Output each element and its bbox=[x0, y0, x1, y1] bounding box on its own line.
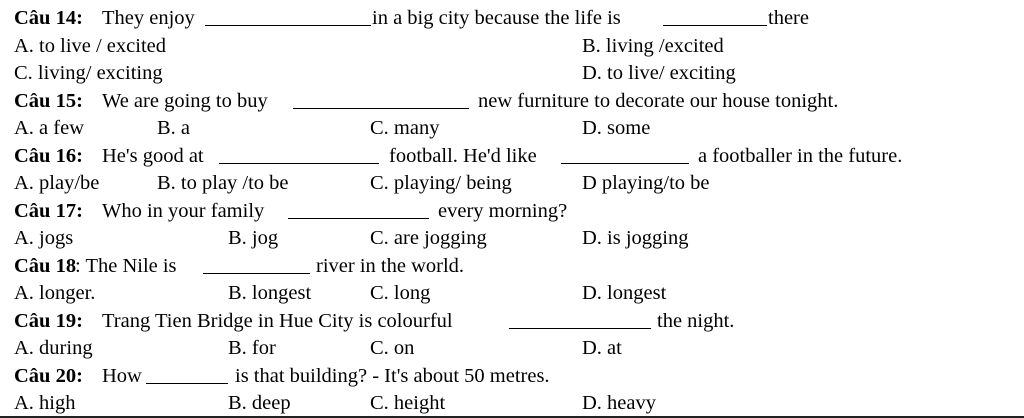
question-18 bbox=[14, 253, 1024, 280]
option-c[interactable]: C. living/ exciting bbox=[14, 62, 163, 84]
question-20 bbox=[14, 363, 1024, 390]
question-text: is that building? - It's about 50 metres. bbox=[235, 365, 550, 387]
answer-blank[interactable] bbox=[509, 328, 651, 329]
options-row bbox=[14, 225, 1024, 252]
question-text: a footballer in the future. bbox=[698, 145, 903, 167]
option-b[interactable]: B. for bbox=[228, 337, 276, 359]
option-a[interactable]: A. to live / excited bbox=[14, 35, 166, 57]
question-17 bbox=[14, 198, 1024, 225]
question-text: They enjoy bbox=[102, 7, 195, 29]
answer-blank[interactable] bbox=[146, 383, 228, 384]
question-text: the night. bbox=[657, 310, 735, 332]
question-text: football. He'd like bbox=[389, 145, 537, 167]
question-number: Câu 20: bbox=[14, 365, 83, 387]
options-row bbox=[14, 280, 1024, 307]
options-row bbox=[14, 335, 1024, 362]
option-a[interactable]: A. high bbox=[14, 392, 76, 414]
question-number: Câu 17: bbox=[14, 200, 83, 222]
option-c[interactable]: C. many bbox=[370, 117, 440, 139]
question-16 bbox=[14, 143, 1024, 170]
answer-blank[interactable] bbox=[293, 108, 469, 109]
answer-blank[interactable] bbox=[219, 163, 379, 164]
question-text: new furniture to decorate our house tonight. bbox=[478, 90, 839, 112]
options-row bbox=[14, 60, 1024, 87]
option-d[interactable]: D. at bbox=[582, 337, 622, 359]
top-crop-edge bbox=[0, 0, 1024, 3]
question-text: How bbox=[102, 365, 142, 387]
question-text: We are going to buy bbox=[102, 90, 268, 112]
question-19 bbox=[14, 308, 1024, 335]
answer-blank[interactable] bbox=[663, 25, 767, 26]
option-c[interactable]: C. height bbox=[370, 392, 446, 414]
question-text: : The Nile is bbox=[75, 255, 177, 277]
option-a[interactable]: A. a few bbox=[14, 117, 85, 139]
question-number: Câu 19: bbox=[14, 310, 83, 332]
option-d[interactable]: D. heavy bbox=[582, 392, 657, 414]
option-a[interactable]: A. longer. bbox=[14, 282, 96, 304]
options-row bbox=[14, 390, 1024, 417]
option-a[interactable]: A. play/be bbox=[14, 172, 100, 194]
options-row bbox=[14, 33, 1024, 60]
option-c[interactable]: C. playing/ being bbox=[370, 172, 512, 194]
option-d[interactable]: D. is jogging bbox=[582, 227, 689, 249]
answer-blank[interactable] bbox=[288, 218, 429, 219]
question-number: Câu 16: bbox=[14, 145, 83, 167]
option-b[interactable]: B. longest bbox=[228, 282, 312, 304]
question-number: Câu 18 bbox=[14, 255, 77, 277]
option-c[interactable]: C. long bbox=[370, 282, 431, 304]
answer-blank[interactable] bbox=[203, 273, 310, 274]
option-b[interactable]: B. a bbox=[157, 117, 191, 139]
option-a[interactable]: A. during bbox=[14, 337, 93, 359]
option-d[interactable]: D. to live/ exciting bbox=[582, 62, 736, 84]
option-d[interactable]: D playing/to be bbox=[582, 172, 710, 194]
option-d[interactable]: D. longest bbox=[582, 282, 667, 304]
question-text: there bbox=[768, 7, 809, 29]
options-row bbox=[14, 170, 1024, 197]
question-number: Câu 15: bbox=[14, 90, 83, 112]
question-text: He's good at bbox=[102, 145, 204, 167]
option-b[interactable]: B. deep bbox=[228, 392, 291, 414]
answer-blank[interactable] bbox=[205, 25, 371, 26]
question-text: Who in your family bbox=[102, 200, 265, 222]
option-b[interactable]: B. living /excited bbox=[582, 35, 724, 57]
question-15 bbox=[14, 88, 1024, 115]
question-text: every morning? bbox=[438, 200, 568, 222]
question-text: in a big city because the life is bbox=[372, 7, 621, 29]
option-c[interactable]: C. on bbox=[370, 337, 415, 359]
question-text: river in the world. bbox=[316, 255, 465, 277]
option-d[interactable]: D. some bbox=[582, 117, 651, 139]
answer-blank[interactable] bbox=[561, 163, 689, 164]
option-c[interactable]: C. are jogging bbox=[370, 227, 487, 249]
question-14 bbox=[14, 5, 1024, 32]
question-number: Câu 14: bbox=[14, 7, 83, 29]
option-a[interactable]: A. jogs bbox=[14, 227, 74, 249]
question-text: Trang Tien Bridge in Hue City is colourful bbox=[102, 310, 453, 332]
options-row bbox=[14, 115, 1024, 142]
option-b[interactable]: B. to play /to be bbox=[157, 172, 289, 194]
option-b[interactable]: B. jog bbox=[228, 227, 279, 249]
